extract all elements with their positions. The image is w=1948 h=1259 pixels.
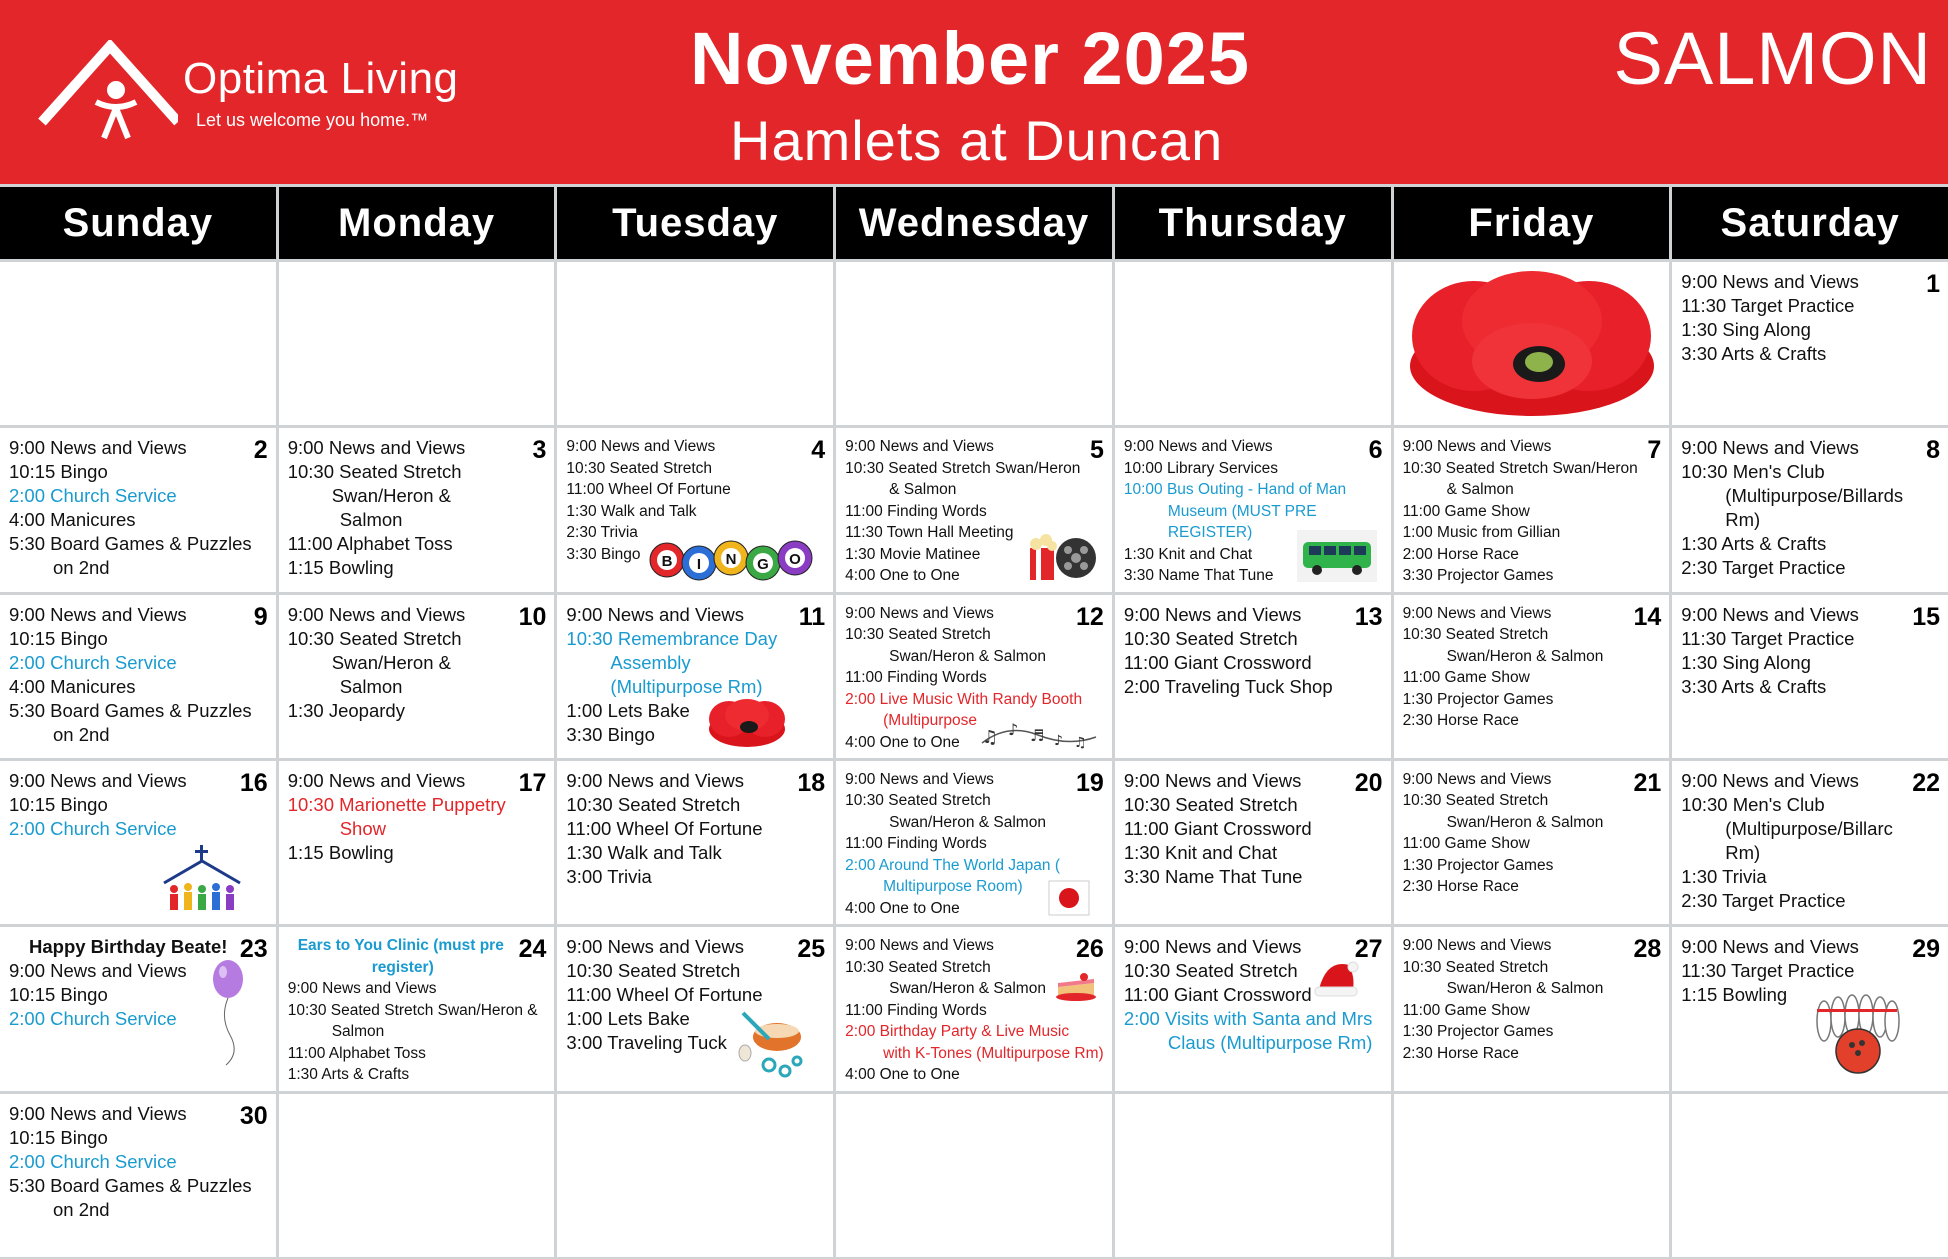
event: 1:30 Sing Along	[1681, 319, 1811, 340]
day-number: 27	[1354, 935, 1383, 964]
event: 2:30 Target Practice	[1681, 557, 1846, 579]
day-cell-21	[1394, 761, 1670, 924]
event: 4:00 One to One	[845, 1066, 960, 1084]
event: 5:30 Board Games & Puzzles	[9, 1174, 252, 1196]
empty-day-cell	[279, 1094, 555, 1257]
day-cell-19	[836, 761, 1112, 924]
event: (Multipurpose/Billarc	[1725, 817, 1893, 839]
event: 10:30 Seated Stretch	[287, 627, 462, 649]
event: 1:30 Projector Games	[1402, 856, 1554, 874]
event-list	[566, 769, 825, 889]
event: 1:30 Walk and Talk	[566, 502, 697, 520]
event: 3:30 Name That Tune	[1123, 865, 1303, 887]
brand-name: Optima Living	[183, 54, 459, 103]
event: 11:00 Finding Words	[845, 669, 987, 687]
event: 11:00 Wheel Of Fortune	[566, 817, 763, 839]
svg-text:♫: ♫	[1074, 734, 1087, 751]
event: 2:00 Church Service	[9, 1008, 177, 1030]
poppy-cell	[1394, 262, 1670, 425]
event: Swan/Heron & Salmon	[889, 813, 1046, 831]
event: 4:00 One to One	[845, 733, 960, 751]
day-number: 22	[1912, 768, 1940, 797]
event-list	[1681, 603, 1940, 699]
event: Swan/Heron & Salmon	[889, 647, 1046, 665]
event-list	[9, 1102, 268, 1222]
event: 1:00 Lets Bake	[566, 699, 690, 721]
event: Swan/Heron & Salmon	[1446, 980, 1604, 998]
event: 4:00 Manicures	[9, 675, 136, 697]
event: 2:00 Church Service	[9, 651, 177, 673]
brand-tagline: Let us welcome you home.™	[196, 110, 429, 130]
calendar-header	[0, 0, 1948, 184]
bus-icon	[1297, 530, 1377, 582]
event: Show	[339, 817, 386, 839]
day-number: 7	[1647, 436, 1662, 465]
svg-text:♫: ♫	[982, 726, 999, 748]
bingo-letter: G	[757, 556, 770, 574]
event-list	[1403, 769, 1662, 898]
bingo-letter: N	[726, 551, 737, 569]
event: 9:00 News and Views	[1402, 770, 1552, 788]
event: 10:00 Library Services	[1123, 459, 1279, 477]
event: 2:30 Horse Race	[1402, 1044, 1519, 1062]
event: 11:00 Wheel Of Fortune	[566, 984, 763, 1006]
event: (Multipurpose	[883, 712, 978, 730]
event: 11:00 Wheel Of Fortune	[566, 481, 731, 499]
event: on 2nd	[53, 723, 110, 745]
event: 9:00 News and Views	[1123, 936, 1302, 958]
event: Swan/Heron & Salmon	[1446, 647, 1604, 665]
event: 11:00 Game Show	[1402, 669, 1530, 687]
day-number: 18	[797, 768, 826, 797]
event: 9:00 News and Views	[9, 1102, 187, 1124]
event: 11:30 Target Practice	[1681, 960, 1855, 982]
event-list	[1681, 769, 1940, 913]
bingo-balls-icon	[645, 538, 825, 582]
baking-icon	[733, 1003, 813, 1083]
event: 3:30 Name That Tune	[1123, 567, 1274, 585]
event: 1:30 Knit and Chat	[1123, 545, 1253, 563]
event: 10:30 Men's Club	[1681, 461, 1825, 483]
day-cell-16	[0, 761, 276, 924]
event: 1:30 Trivia	[1681, 865, 1767, 887]
event: 1:30 Arts & Crafts	[1681, 533, 1827, 555]
event: 9:00 News and Views	[1123, 438, 1273, 456]
poppy-icon	[705, 695, 789, 753]
empty-day-cell	[279, 262, 555, 425]
day-number: 3	[532, 436, 547, 465]
empty-day-cell	[1115, 262, 1391, 425]
day-cell-15	[1672, 595, 1948, 758]
event: 3:30 Arts & Crafts	[1681, 675, 1827, 697]
day-cell-26	[836, 927, 1112, 1090]
bingo-letter: I	[697, 556, 702, 574]
event: 9:00 News and Views	[287, 769, 466, 791]
day-number: 9	[253, 602, 268, 631]
event: 9:00 News and Views	[287, 980, 437, 998]
event: 10:30 Seated Stretch	[1123, 627, 1298, 649]
community-name: Hamlets at Duncan	[730, 109, 1224, 172]
event: 2:00 Live Music With Randy Booth	[845, 690, 1083, 708]
bingo-letter: O	[789, 551, 802, 569]
event: 3:00 Traveling Tuck	[566, 1032, 727, 1054]
poppy-icon	[1404, 266, 1659, 425]
event: 10:30 Seated Stretch	[566, 793, 741, 815]
weekday-sunday: Sunday	[0, 187, 276, 259]
day-number: 26	[1076, 935, 1104, 964]
event: 10:30 Marionette Puppetry	[287, 793, 506, 815]
event: 10:30 Seated Stretch Swan/Heron	[1402, 459, 1638, 477]
event-list	[9, 603, 268, 747]
empty-day-cell	[1115, 1094, 1391, 1257]
event: 10:30 Seated Stretch	[845, 792, 991, 810]
svg-text:♪: ♪	[1008, 719, 1019, 739]
event: 9:00 News and Views	[566, 438, 716, 456]
event: 9:00 News and Views	[1681, 437, 1859, 459]
day-number: 14	[1633, 602, 1662, 631]
event: 9:00 News and Views	[1681, 603, 1859, 625]
event: register)	[371, 958, 434, 976]
event-list	[1681, 436, 1940, 580]
event: 2:00 Traveling Tuck Shop	[1123, 675, 1333, 697]
day-number: 19	[1076, 768, 1104, 797]
weekday-wednesday: Wednesday	[836, 187, 1112, 259]
event: 2:30 Trivia	[566, 524, 638, 542]
event: 9:00 News and Views	[1123, 769, 1302, 791]
event: 10:30 Seated Stretch Swan/Heron &	[287, 1001, 538, 1019]
event: 10:30 Seated Stretch	[566, 960, 741, 982]
day-cell-18	[557, 761, 833, 924]
event: 9:00 News and Views	[9, 603, 187, 625]
event-list	[1403, 603, 1662, 732]
day-cell-12	[836, 595, 1112, 758]
event: 10:30 Seated Stretch Swan/Heron	[845, 459, 1081, 477]
month-title: November 2025	[690, 17, 1251, 100]
event: Swan/Heron &	[331, 485, 451, 507]
event: 11:00 Finding Words	[845, 502, 987, 520]
event: 10:15 Bingo	[9, 793, 108, 815]
event: 9:00 News and Views	[1402, 604, 1552, 622]
event: 9:00 News and Views	[9, 960, 187, 982]
house-person-icon	[38, 40, 178, 150]
optima-living-logo	[38, 40, 458, 150]
event: 2:00 Church Service	[9, 817, 177, 839]
event: 11:00 Giant Crossword	[1123, 984, 1312, 1006]
event: 11:00 Finding Words	[845, 835, 987, 853]
event: 1:30 Sing Along	[1681, 651, 1811, 673]
day-cell-14	[1394, 595, 1670, 758]
bingo-letter: B	[662, 553, 673, 571]
event: 10:15 Bingo	[9, 1126, 108, 1148]
day-cell-5	[836, 428, 1112, 591]
event: REGISTER)	[1167, 524, 1253, 542]
day-cell-11	[557, 595, 833, 758]
event-list	[288, 935, 547, 1086]
event: 10:30 Remembrance Day	[566, 627, 778, 649]
empty-day-cell	[836, 1094, 1112, 1257]
event: Swan/Heron & Salmon	[1446, 813, 1604, 831]
event: 9:00 News and Views	[287, 603, 466, 625]
event: Salmon	[331, 1023, 385, 1041]
church-family-icon	[160, 843, 244, 919]
day-cell-3	[279, 428, 555, 591]
event: 10:15 Bingo	[9, 461, 108, 483]
empty-day-cell	[1672, 1094, 1948, 1257]
day-number: 5	[1089, 436, 1104, 465]
event: Swan/Heron &	[331, 651, 451, 673]
day-number: 30	[239, 1101, 268, 1130]
balloon-icon	[210, 957, 246, 1067]
event: 2:00 Visits with Santa and Mrs	[1123, 1008, 1373, 1030]
event: 4:00 Manicures	[9, 509, 136, 531]
event: 9:00 News and Views	[1123, 603, 1302, 625]
event: 10:30 Seated Stretch	[1402, 958, 1549, 976]
day-cell-13	[1115, 595, 1391, 758]
day-number: 1	[1926, 270, 1940, 298]
event: 11:30 Target Practice	[1681, 295, 1855, 316]
event: on 2nd	[53, 1198, 110, 1220]
event: 1:30 Projector Games	[1402, 1023, 1554, 1041]
event: 2:00 Horse Race	[1402, 545, 1519, 563]
day-cell-22	[1672, 761, 1948, 924]
empty-day-cell	[1394, 1094, 1670, 1257]
day-number: 20	[1354, 768, 1383, 797]
day-cell-20	[1115, 761, 1391, 924]
day-cell-25	[557, 927, 833, 1090]
event: 9:00 News and Views	[1681, 769, 1859, 791]
event: 11:00 Game Show	[1402, 502, 1530, 520]
day-number: 8	[1926, 436, 1940, 465]
event: 9:00 News and Views	[9, 769, 187, 791]
event: 9:00 News and Views	[1402, 438, 1552, 456]
event: 10:30 Seated Stretch	[566, 459, 713, 477]
event: 2:30 Horse Race	[1402, 878, 1519, 896]
event: 10:30 Seated Stretch	[1402, 792, 1549, 810]
empty-day-cell	[836, 262, 1112, 425]
event: 9:00 News and Views	[845, 438, 994, 456]
day-cell-9	[0, 595, 276, 758]
day-number: 24	[518, 935, 547, 964]
day-cell-10	[279, 595, 555, 758]
event: 11:00 Alphabet Toss	[287, 533, 453, 555]
weekday-saturday: Saturday	[1672, 187, 1948, 259]
day-number: 15	[1912, 602, 1940, 631]
cake-icon	[1054, 965, 1098, 1005]
day-number: 2	[253, 436, 268, 465]
event-list	[1124, 769, 1383, 889]
weekday-monday: Monday	[279, 187, 555, 259]
svg-text:♪: ♪	[1054, 732, 1064, 749]
event: 9:00 News and Views	[9, 437, 187, 459]
event: 9:00 News and Views	[845, 937, 994, 955]
event: 11:00 Game Show	[1402, 835, 1530, 853]
popcorn-film-icon	[1026, 526, 1100, 584]
event: Rm)	[1725, 841, 1761, 863]
day-number: 16	[239, 768, 268, 797]
day-number: 10	[518, 602, 547, 631]
event: 1:30 Arts & Crafts	[287, 1066, 410, 1084]
empty-day-cell	[557, 262, 833, 425]
event-list	[1403, 436, 1662, 587]
day-cell-30	[0, 1094, 276, 1257]
event: Ears to You Clinic (must pre	[297, 937, 504, 955]
event: 1:00 Lets Bake	[566, 1008, 690, 1030]
japan-flag-icon	[1048, 877, 1090, 919]
event: 9:00 News and Views	[566, 603, 744, 625]
day-cell-17	[279, 761, 555, 924]
day-cell-27	[1115, 927, 1391, 1090]
music-notes-icon	[978, 713, 1098, 753]
event: 3:30 Arts & Crafts	[1681, 343, 1827, 364]
event: Rm)	[1725, 509, 1761, 531]
calendar-grid	[0, 184, 1948, 1259]
event: 2:00 Around The World Japan (	[845, 856, 1060, 874]
event: 10:30 Seated Stretch	[287, 461, 462, 483]
event: 1:15 Bowling	[1681, 984, 1788, 1006]
empty-day-cell	[557, 1094, 833, 1257]
event: 9:00 News and Views	[1681, 271, 1859, 292]
event: (Multipurpose Rm)	[610, 675, 763, 697]
event-list	[288, 436, 547, 580]
event: 10:30 Seated Stretch	[1123, 793, 1298, 815]
event: 9:00 News and Views	[1681, 936, 1859, 958]
day-cell-4	[557, 428, 833, 591]
event: 10:30 Seated Stretch	[1402, 626, 1549, 644]
event-list	[1124, 603, 1383, 699]
event: 11:00 Finding Words	[845, 1001, 987, 1019]
event: 10:30 Seated Stretch	[845, 958, 991, 976]
day-cell-7	[1394, 428, 1670, 591]
event: 2:00 Church Service	[9, 1150, 177, 1172]
event: 4:00 One to One	[845, 899, 960, 917]
event: 2:00 Birthday Party & Live Music	[845, 1023, 1070, 1041]
event: 1:30 Knit and Chat	[1123, 841, 1278, 863]
event: (Multipurpose/Billards	[1725, 485, 1904, 507]
event: Claus (Multipurpose Rm)	[1167, 1032, 1373, 1054]
event: 1:15 Bowling	[287, 841, 394, 863]
event-list	[1403, 935, 1662, 1064]
day-cell-29	[1672, 927, 1948, 1090]
event: 3:30 Projector Games	[1402, 567, 1554, 585]
event: 5:30 Board Games & Puzzles	[9, 699, 252, 721]
event: 1:30 Jeopardy	[287, 699, 405, 721]
event-list	[288, 769, 547, 865]
day-cell-8	[1672, 428, 1948, 591]
event: 11:00 Giant Crossword	[1123, 817, 1312, 839]
svg-text:♬: ♬	[1030, 725, 1045, 745]
weekday-tuesday: Tuesday	[557, 187, 833, 259]
event: 9:00 News and Views	[566, 936, 744, 958]
event: Swan/Heron & Salmon	[889, 980, 1046, 998]
event: on 2nd	[53, 557, 110, 579]
event: 1:30 Movie Matinee	[845, 545, 981, 563]
day-number: 4	[811, 436, 826, 465]
day-number: 29	[1912, 935, 1940, 964]
event: 9:00 News and Views	[287, 437, 466, 459]
event-list	[1681, 270, 1940, 366]
day-cell-23	[0, 927, 276, 1090]
event: 10:15 Bingo	[9, 984, 108, 1006]
event: & Salmon	[889, 481, 957, 499]
day-number: 23	[239, 935, 268, 964]
day-cell-24	[279, 927, 555, 1090]
event: 4:00 One to One	[845, 567, 960, 585]
event: with K-Tones (Multipurpose Rm)	[883, 1044, 1104, 1062]
neighbourhood-name: SALMON	[1613, 17, 1932, 100]
day-number: 6	[1368, 436, 1383, 465]
event: 11:00 Giant Crossword	[1123, 651, 1312, 673]
event: 3:00 Trivia	[566, 865, 652, 887]
event: 10:30 Men's Club	[1681, 793, 1825, 815]
event: Multipurpose Room)	[883, 878, 1023, 896]
day-number: 13	[1354, 602, 1383, 631]
event: 2:30 Horse Race	[1402, 712, 1519, 730]
bowling-icon	[1812, 991, 1902, 1077]
day-number: 17	[518, 768, 547, 797]
event-list	[288, 603, 547, 723]
event: & Salmon	[1446, 481, 1514, 499]
day-number: 11	[798, 602, 826, 631]
event-list	[845, 935, 1104, 1086]
event: Assembly	[610, 651, 691, 673]
event: 9:00 News and Views	[845, 604, 994, 622]
event: 11:00 Game Show	[1402, 1001, 1530, 1019]
day-cell-28	[1394, 927, 1670, 1090]
event: 2:00 Church Service	[9, 485, 177, 507]
event: 3:30 Bingo	[566, 545, 641, 563]
event: 10:30 Seated Stretch	[845, 626, 991, 644]
day-cell-6	[1115, 428, 1391, 591]
event: 5:30 Board Games & Puzzles	[9, 533, 252, 555]
event: 2:30 Target Practice	[1681, 889, 1846, 911]
event: 11:30 Town Hall Meeting	[845, 524, 1014, 542]
event: 11:30 Target Practice	[1681, 627, 1855, 649]
day-cell-1	[1672, 262, 1948, 425]
weekday-friday: Friday	[1394, 187, 1670, 259]
day-cell-2	[0, 428, 276, 591]
event: 1:30 Walk and Talk	[566, 841, 722, 863]
event: 11:00 Alphabet Toss	[287, 1044, 426, 1062]
weekday-thursday: Thursday	[1115, 187, 1391, 259]
event: Salmon	[339, 675, 403, 697]
event: 1:00 Music from Gillian	[1402, 524, 1561, 542]
day-number: 28	[1633, 935, 1662, 964]
event: Museum (MUST PRE	[1167, 502, 1317, 520]
santa-hat-icon	[1313, 955, 1361, 999]
day-number: 12	[1076, 602, 1104, 631]
day-number: 21	[1633, 768, 1662, 797]
day-number: 25	[797, 935, 826, 964]
event: 10:15 Bingo	[9, 627, 108, 649]
event: 1:15 Bowling	[287, 557, 394, 579]
empty-day-cell	[0, 262, 276, 425]
event: Salmon	[339, 509, 403, 531]
event: 1:30 Projector Games	[1402, 690, 1554, 708]
event-list	[9, 769, 268, 841]
event: 9:00 News and Views	[845, 770, 994, 788]
event: 10:30 Seated Stretch	[1123, 960, 1298, 982]
event-list	[9, 436, 268, 580]
event: 3:30 Bingo	[566, 723, 655, 745]
event: 9:00 News and Views	[1402, 937, 1552, 955]
birthday-event: Happy Birthday Beate!	[29, 936, 228, 958]
event: 9:00 News and Views	[566, 769, 744, 791]
event: 10:00 Bus Outing - Hand of Man	[1123, 481, 1347, 499]
